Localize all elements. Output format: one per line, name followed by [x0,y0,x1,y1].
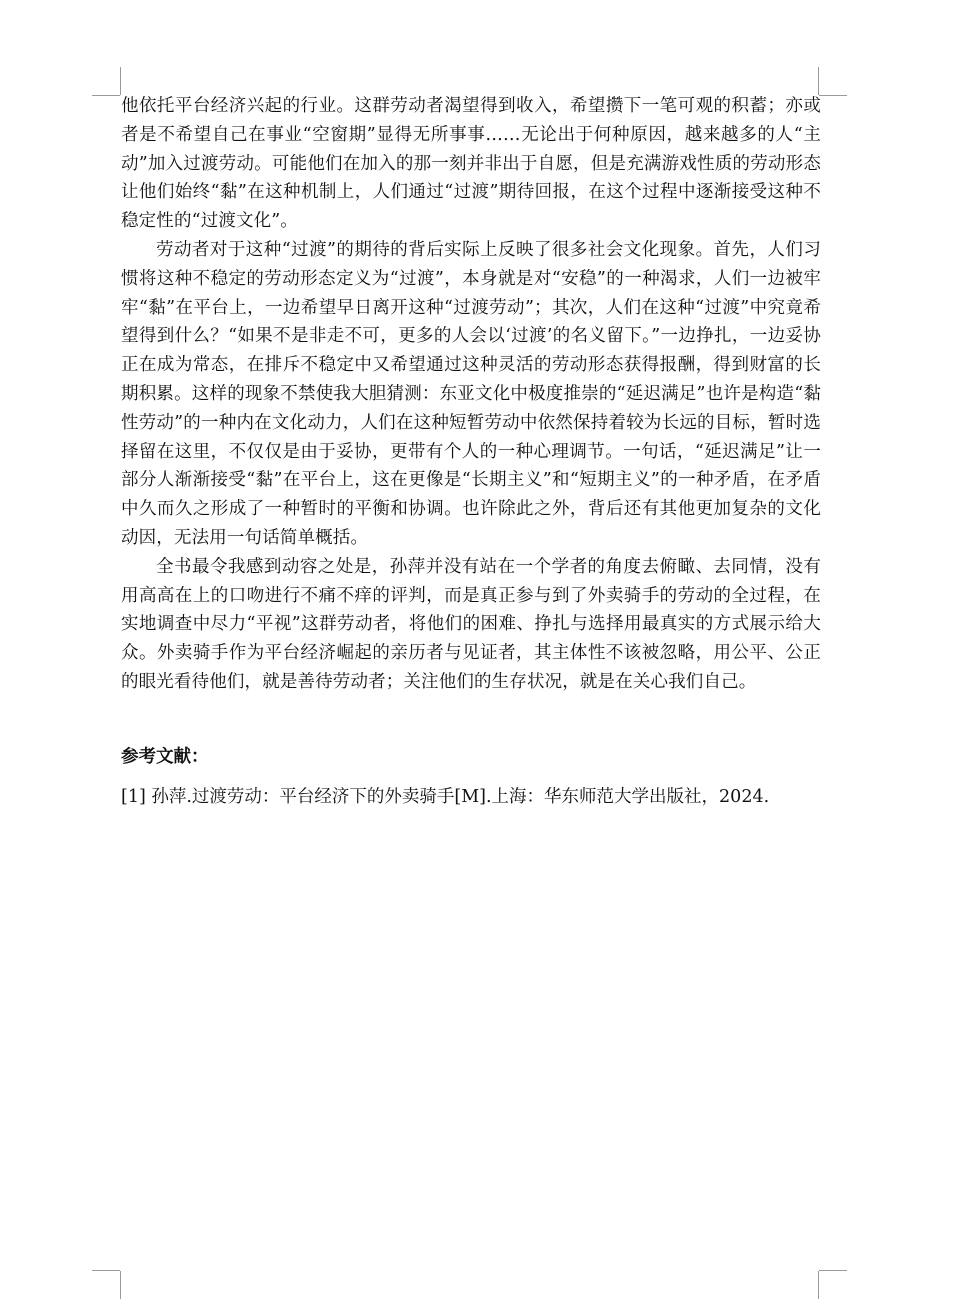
crop-mark-bottom-right-v [818,1271,819,1299]
crop-mark-top-left-h [92,95,120,96]
references-heading: 参考文献： [121,746,209,767]
body-paragraph-2: 劳动者对于这种“过渡”的期待的背后实际上反映了很多社会文化现象。首先，人们习惯将这种不稳定的劳动形态定义为“过渡”，本身就是对“安稳”的一种渴求，人们一边被牢牢“黏”在平台上，一边希望早日离开这种“过渡劳动”；其次，人们在这种“过渡”中究竟希望得到什么？“如果不是非走不可，更多的人会以‘过渡’的名义留下。”一边挣扎，一边妥协正在成为常态，在排斥不稳定中又希望通过这种灵活的劳动形态获得报酬，得到财富的长期积累。这样的现象不禁使我大胆猜测：东亚文化中极度推崇的“延迟满足”也许是构造“黏性劳动”的一种内在文化动力，人们在这种短暂劳动中依然保持着较为长远的目标，暂时选择留在这里，不仅仅是由于妥协，更带有个人的一种心理调节。一句话，“延迟满足”让一部分人渐渐接受“黏”在平台上，这在更像是“长期主义”和“短期主义”的一种矛盾，在矛盾中久而久之形成了一种暂时的平衡和协调。也许除此之外，背后还有其他更加复杂的文化动因，无法用一句话简单概括。 [121,239,821,548]
crop-mark-bottom-right-h [819,1270,847,1271]
crop-mark-top-right-h [819,95,847,96]
crop-mark-bottom-left-h [92,1270,120,1271]
body-paragraph-3: 全书最令我感到动容之处是，孙萍并没有站在一个学者的角度去俯瞰、去同情，没有用高高在上的口吻进行不痛不痒的评判，而是真正参与到了外卖骑手的劳动的全过程，在实地调查中尽力“平视”这群劳动者，将他们的困难、挣扎与选择用最真实的方式展示给大众。外卖骑手作为平台经济崛起的亲历者与见证者，其主体性不该被忽略，用公平、公正的眼光看待他们，就是善待劳动者；关注他们的生存状况，就是在关心我们自己。 [121,556,821,692]
crop-mark-bottom-left-v [120,1271,121,1299]
document-body [121,92,821,811]
body-paragraph-1: 他依托平台经济兴起的行业。这群劳动者渴望得到收入，希望攒下一笔可观的积蓄；亦或者是不希望自己在事业“空窗期”显得无所事事……无论出于何种原因，越来越多的人“主动”加入过渡劳动。可能他们在加入的那一刻并非出于自愿，但是充满游戏性质的劳动形态让他们始终“黏”在这种机制上，人们通过“过渡”期待回报，在这个过程中逐渐接受这种不稳定性的“过渡文化”。 [121,96,821,232]
reference-item-1: [1] 孙萍.过渡劳动：平台经济下的外卖骑手[M].上海：华东师范大学出版社，2024. [121,786,770,807]
crop-mark-top-right-v [818,67,819,95]
crop-mark-top-left-v [120,67,121,95]
